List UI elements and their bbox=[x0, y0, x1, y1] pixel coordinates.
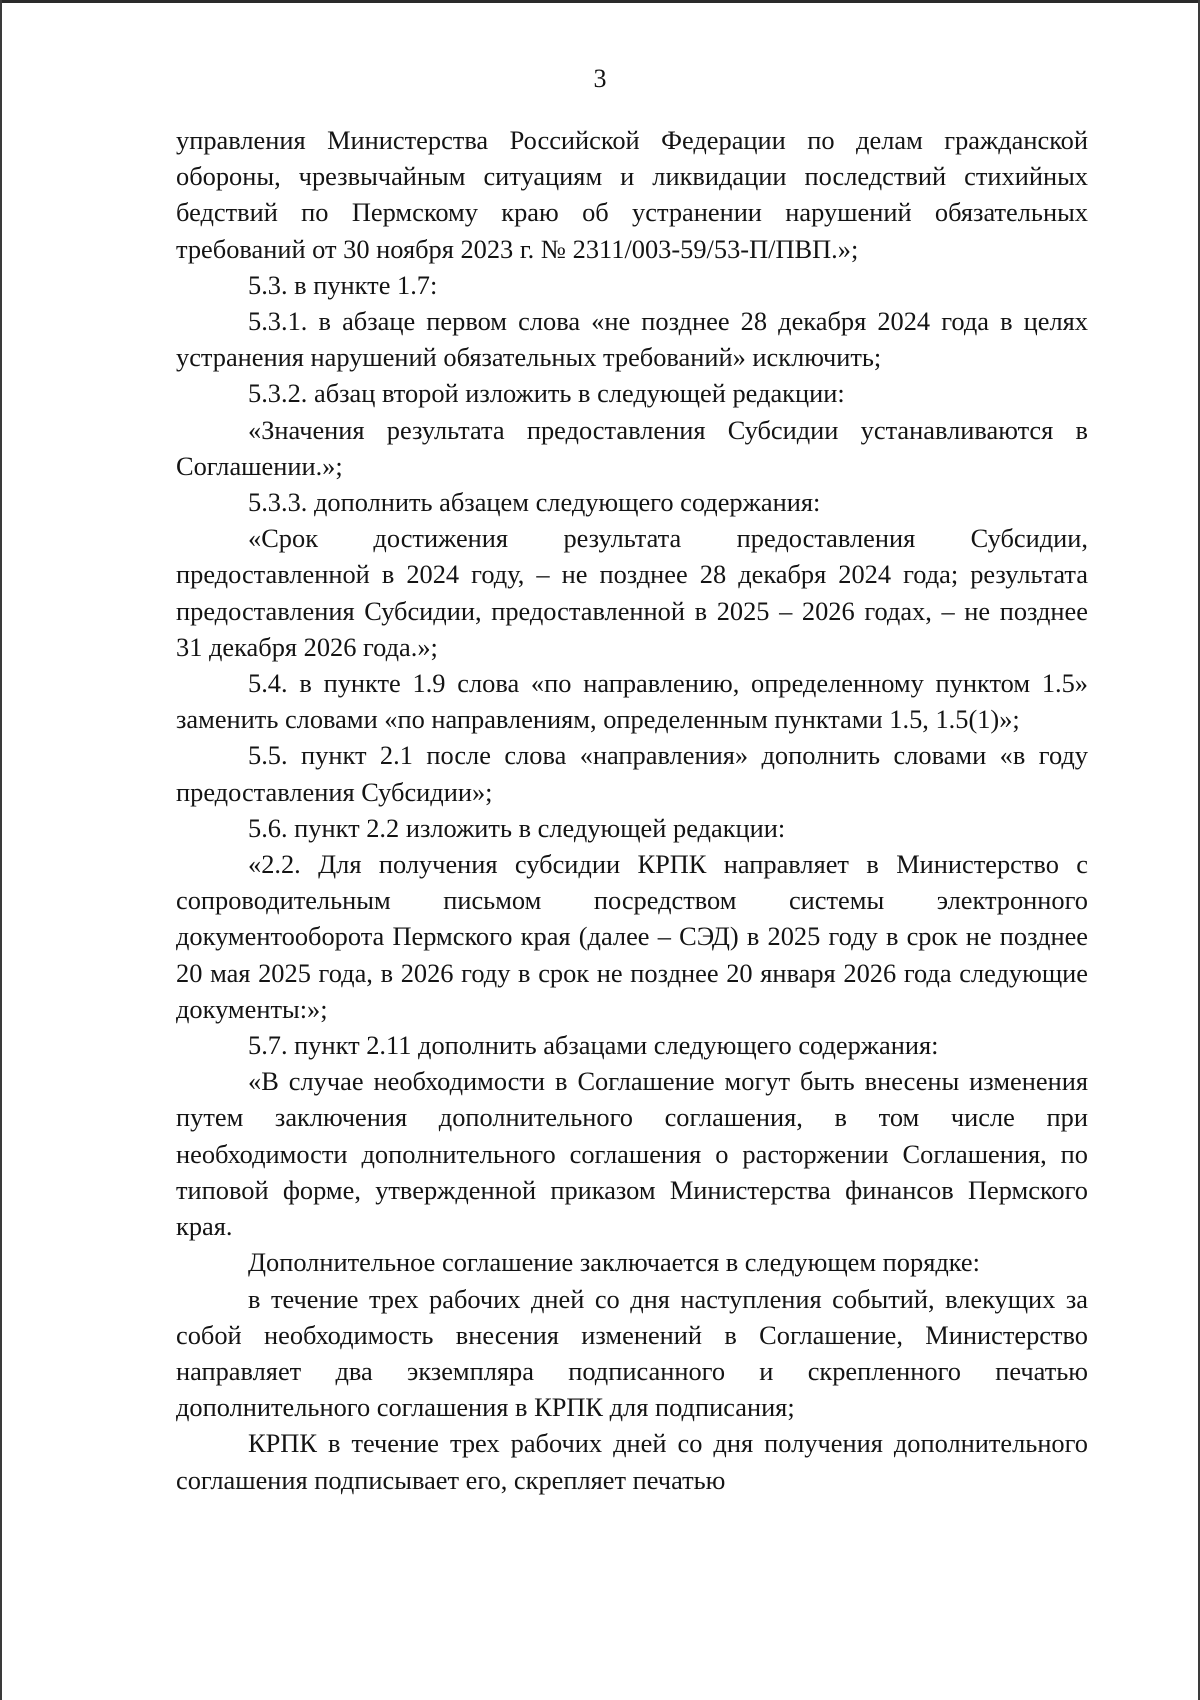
paragraph-three-days-ministry: в течение трех рабочих дней со дня наступления событий, влекущих за собой необходимость внесения изменений в Соглашение, Министерство направляет два экземпляра подписанного и скрепленного печатью дополнительного соглашения в КРПК для подписания; bbox=[176, 1283, 1088, 1423]
paragraph-5-5: 5.5. пункт 2.1 после слова «направления» дополнить словами «в году предоставления Субсидии»; bbox=[176, 740, 1088, 807]
paragraph-5-6: 5.6. пункт 2.2 изложить в следующей редакции: bbox=[248, 812, 786, 843]
paragraph-quote-2-2: «2.2. Для получения субсидии КРПК направляет в Министерство с сопроводительным письмом посредством системы электронного документооборота Пермского края (далее – СЭД) в 2025 году в срок не позднее 20 мая 2025 года, в 2026 году в срок не позднее 20 января 2026 года следующие документы:»; bbox=[176, 849, 1088, 1024]
paragraph-quote-results: «Значения результата предоставления Субсидии устанавливаются в Соглашении.»; bbox=[176, 414, 1088, 481]
paragraph-procedure: Дополнительное соглашение заключается в следующем порядке: bbox=[248, 1247, 980, 1278]
document-body bbox=[176, 122, 1088, 1498]
paragraph-5-3-2: 5.3.2. абзац второй изложить в следующей редакции: bbox=[248, 378, 845, 409]
page-number: 3 bbox=[593, 64, 607, 93]
paragraph-continuation: управления Министерства Российской Федерации по делам гражданской обороны, чрезвычайным ситуациям и ликвидации последствий стихийных бедствий по Пермскому краю об устранении нарушений обязательных требований от 30 ноября 2023 г. № 2311/003-59/53-П/ПВП.»; bbox=[176, 125, 1088, 264]
scan-edge-top bbox=[0, 0, 1200, 3]
paragraph-quote-deadline: «Срок достижения результата предоставления Субсидии, предоставленной в 2024 году, – не позднее 28 декабря 2024 года; результата предоставления Субсидии, предоставленной в 2025 – 2026 годах, – не позднее 31 декабря 2026 года.»; bbox=[176, 523, 1088, 662]
paragraph-5-3-1: 5.3.1. в абзаце первом слова «не позднее 28 декабря 2024 года в целях устранения нарушений обязательных требований» исключить; bbox=[176, 306, 1088, 373]
paragraph-quote-amendments: «В случае необходимости в Соглашение могут быть внесены изменения путем заключения дополнительного соглашения, в том числе при необходимости дополнительного соглашения о расторжении Соглашения, по типовой форме, утвержденной приказом Министерства финансов Пермского края. bbox=[176, 1066, 1088, 1242]
paragraph-three-days-krpk: КРПК в течение трех рабочих дней со дня получения дополнительного соглашения подписывает его, скрепляет печатью bbox=[176, 1428, 1088, 1495]
scan-edge-left bbox=[0, 0, 2, 1700]
paragraph-5-7: 5.7. пункт 2.11 дополнить абзацами следующего содержания: bbox=[248, 1030, 939, 1061]
paragraph-5-3-3: 5.3.3. дополнить абзацем следующего содержания: bbox=[248, 487, 821, 518]
paragraph-5-4: 5.4. в пункте 1.9 слова «по направлению, определенному пунктом 1.5» заменить словами «по направлениям, определенным пунктами 1.5, 1.5(1)»; bbox=[176, 668, 1088, 735]
paragraph-5-3: 5.3. в пункте 1.7: bbox=[248, 269, 438, 300]
